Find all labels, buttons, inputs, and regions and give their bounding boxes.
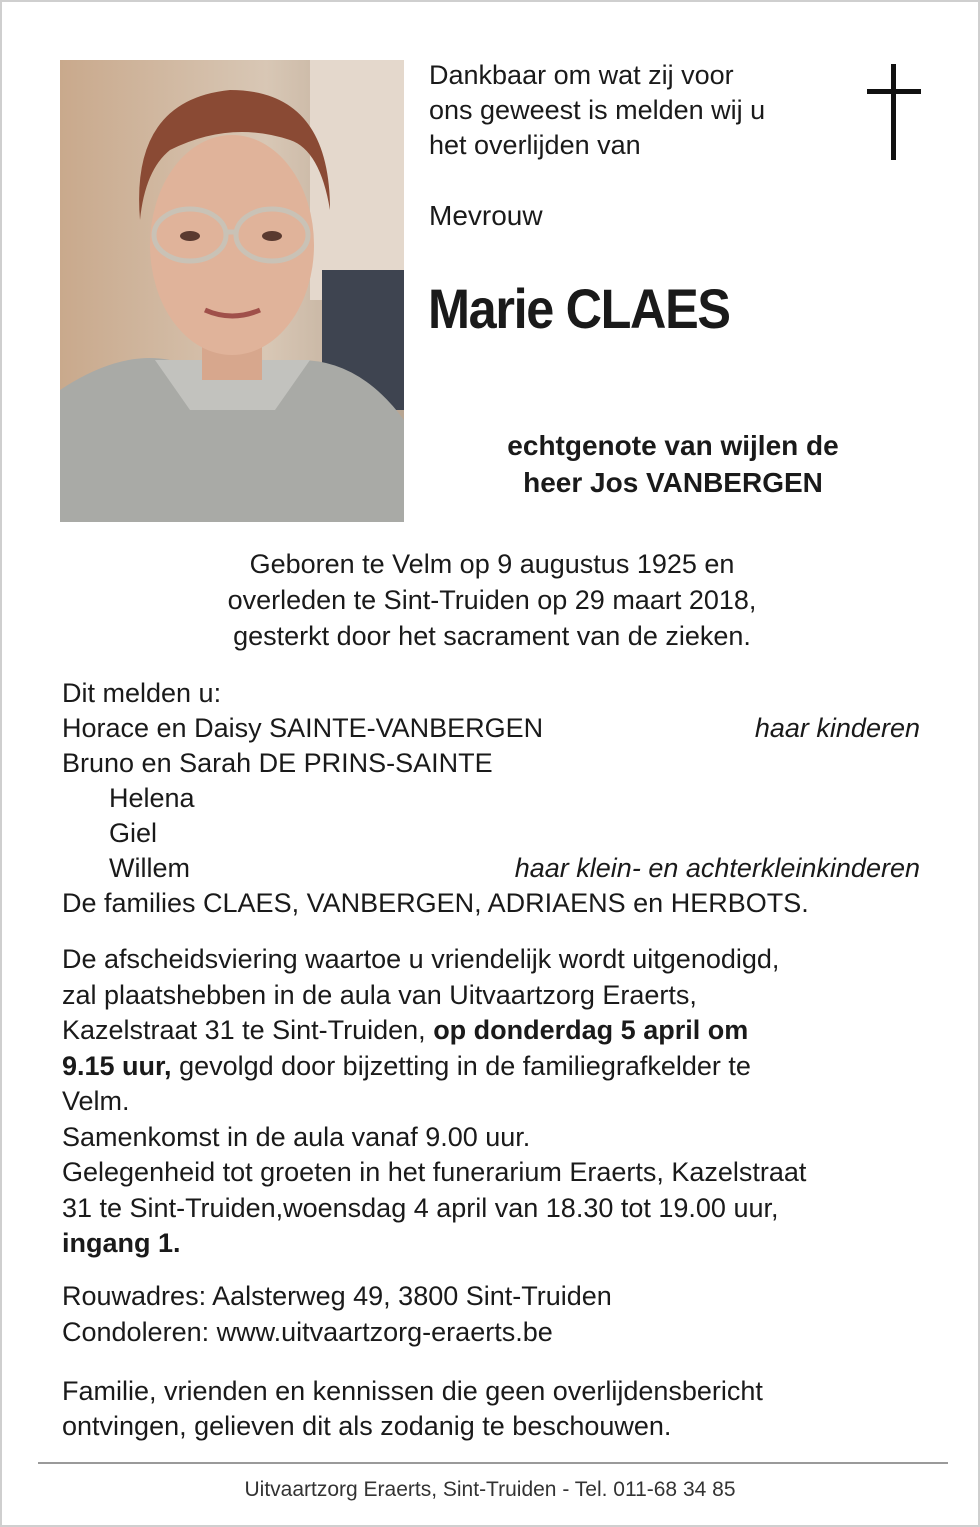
title-prefix: Mevrouw [429,200,543,231]
service-line: Velm. [62,1086,130,1116]
service-line: Samenkomst in de aula vanaf 9.00 uur. [62,1121,531,1152]
member-name: Willem [109,853,190,883]
service-entrance: ingang 1. [62,1228,181,1258]
family-heading: Dit melden u: [62,678,222,708]
closing-note [62,1374,922,1444]
address-block [62,1278,922,1350]
member-name: Giel [109,818,158,848]
service-date: op donderdag 5 april om [433,1015,749,1045]
intro-line: het overlijden van [429,130,641,160]
member-relation: haar klein- en achterkleinkinderen [514,853,920,883]
service-time: 9.15 uur, [62,1050,172,1081]
service-line [62,1013,922,1049]
service-line: 31 te Sint-Truiden,woensdag 4 april van 18.30 tot 19.00 uur, [62,1192,779,1223]
intro-text [429,58,849,163]
family-list [62,676,920,921]
member-name: Horace en Daisy SAINTE-VANBERGEN [62,713,544,743]
condolence-website: Condoleren: www.uitvaartzorg-eraerts.be [62,1317,553,1347]
birth-death-line: gesterkt door het sacrament van de zieken. [233,621,751,651]
closing-line: Familie, vrienden en kennissen die geen overlijdensbericht [62,1376,763,1406]
service-line: De afscheidsviering waartoe u vriendelijk wordt uitgenodigd, [62,944,780,974]
intro-line: ons geweest is melden wij u [429,95,766,125]
intro-line: Dankbaar om wat zij voor [429,60,734,90]
service-text: Kazelstraat 31 te Sint-Truiden, [62,1015,434,1045]
footer-text: Uitvaartzorg Eraerts, Sint-Truiden - Tel. 011-68 34 85 [244,1478,736,1501]
spouse-text [422,427,924,501]
deceased-name: Marie CLAES [428,277,730,340]
service-text: gevolgd door bijzetting in de familiegrafkelder te [171,1050,751,1081]
family-member [62,851,920,886]
families-line: De families CLAES, VANBERGEN, ADRIAENS en HERBOTS. [62,888,809,918]
family-member [62,816,920,851]
birth-death-line: overleden te Sint-Truiden op 29 maart 2018, [227,585,757,615]
member-name: Bruno en Sarah DE PRINS-SAINTE [62,748,493,778]
family-member [62,746,920,781]
birth-death-line: Geboren te Velm op 9 augustus 1925 en [249,549,735,579]
portrait-photo [60,60,404,522]
birth-death-text [2,546,980,654]
family-member [62,781,920,816]
service-details [62,942,922,1262]
family-member [62,711,920,746]
service-line: Gelegenheid tot groeten in het funerarium Eraerts, Kazelstraat [62,1157,807,1187]
spouse-line: echtgenote van wijlen de [507,430,839,461]
spouse-line: heer Jos VANBERGEN [523,467,823,498]
member-relation: haar kinderen [754,713,920,743]
member-name: Helena [109,783,195,813]
footer-divider [38,1462,948,1464]
closing-line: ontvingen, gelieven dit als zodanig te beschouwen. [62,1411,672,1441]
service-line [62,1049,922,1085]
mourning-address: Rouwadres: Aalsterweg 49, 3800 Sint-Truiden [62,1281,612,1311]
service-line: zal plaatshebben in de aula van Uitvaartzorg Eraerts, [62,979,697,1010]
cross-icon [864,64,924,162]
